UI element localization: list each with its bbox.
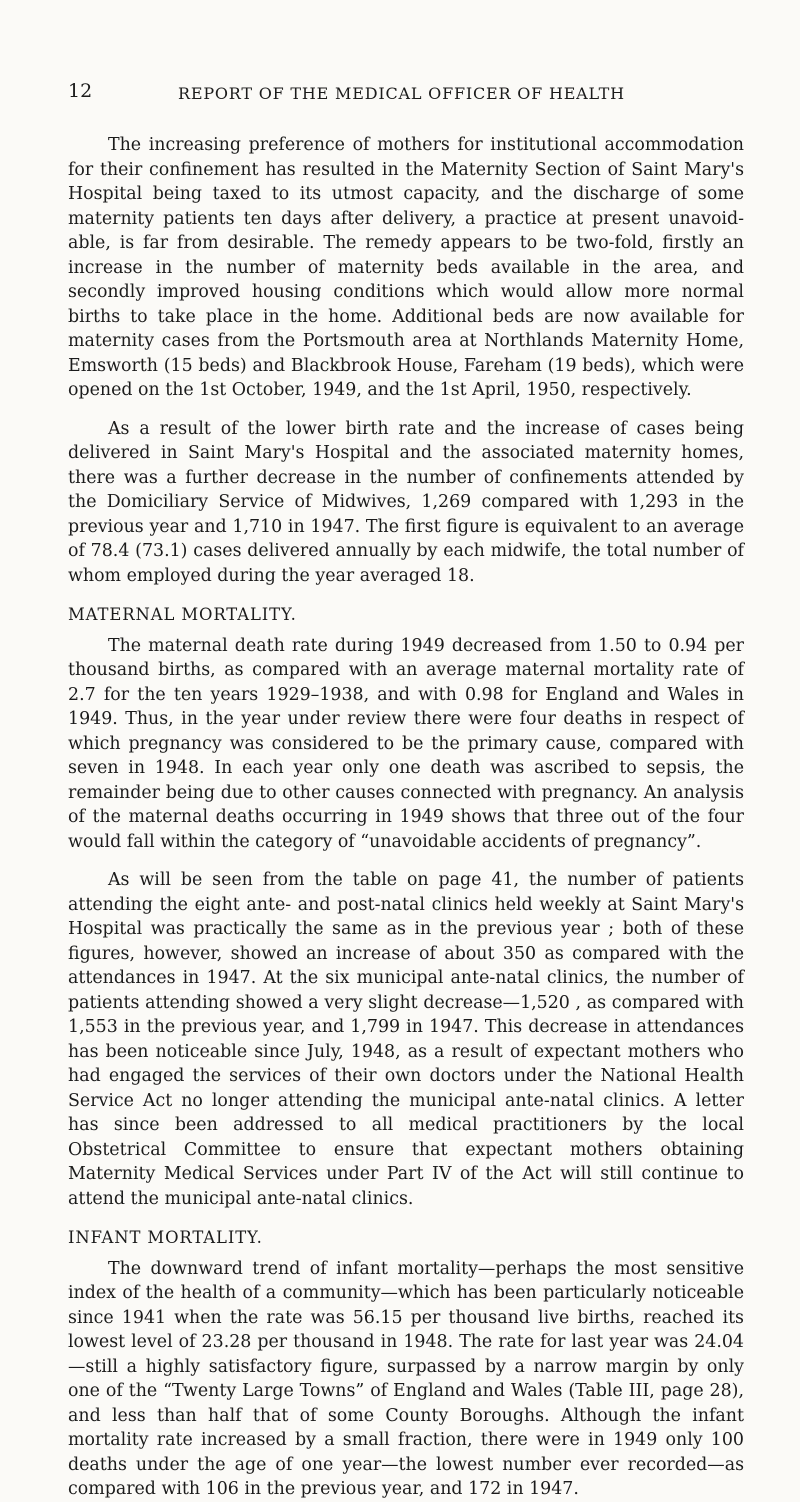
paragraph-ante-natal-clinics: As will be seen from the table on page 41, the number of patients attending the eight ante- and post-natal clinics held weekly at Saint Mary's Hospital was practically the same as in the previous year ; both of these figures, however, showed an increase of about 350 as compared with the attendances in 1947. At the six municipal ante-natal clinics, the number of patients attending showed a very slight decrease—1,520 , as compared with 1,553 in the previous year, and 1,799 in 1947. This decrease in attendances has been noticeable since July, 1948, as a result of expectant mothers who had engaged the services of their own doctors under the National Health Service Act no longer attending the municipal ante-natal clinics. A letter has since been addressed to all medical practitioners by the local Obstetrical Committee to ensure that expectant mothers obtaining Maternity Medical Services under Part IV of the Act will still continue to attend the municipal ante-natal clinics. <box>68 870 744 1209</box>
page-header-title: REPORT OF THE MEDICAL OFFICER OF HEALTH <box>178 84 625 103</box>
paragraph-maternal-death-rate: The maternal death rate during 1949 decreased from 1.50 to 0.94 per thousand births, as compared with an average maternal mortality rate of 2.7 for the ten years 1929–1938, and with 0.98 for England and Wales in 1949. Thus, in the year under review there were four deaths in respect of which pregnancy was considered to be the primary cause, compared with seven in 1948. In each year only one death was ascribed to sepsis, the remainder being due to other causes connected with pregnancy. An analysis of the maternal deaths occurring in 1949 shows that three out of the four would fall within the category of “unavoidable accidents of pregnancy”. <box>68 635 744 852</box>
section-heading-infant-mortality: INFANT MORTALITY. <box>68 1228 263 1247</box>
page-number: 12 <box>68 80 93 102</box>
paragraph-maternity-accommodation: The increasing preference of mothers for institutional accommodation for their confinement has resulted in the Maternity Section of Saint Mary's Hospital being taxed to its utmost capacity, and the discharge of some maternity patients ten days after delivery, a practice at present unavoid-able, is far from desirable. The remedy appears to be two-fold, firstly an increase in the number of maternity beds available in the area, and secondly improved housing conditions which would allow more normal births to take place in the home. Additional beds are now available for maternity cases from the Portsmouth area at Northlands Maternity Home, Emsworth (15 beds) and Blackbrook House, Fareham (19 beds), which were opened on the 1st October, 1949, and the 1st April, 1950, respectively. <box>68 135 744 400</box>
paragraph-infant-mortality: The downward trend of infant mortality—perhaps the most sensitive index of the health of a community—which has been particularly noticeable since 1941 when the rate was 56.15 per thousand live births, reached its lowest level of 23.28 per thousand in 1948. The rate for last year was 24.04 —still a highly satisfactory figure, surpassed by a narrow margin by only one of the “Twenty Large Towns” of England and Wales (Table III, page 28), and less than half that of some County Boroughs. Although the infant mortality rate increased by a small fraction, there were in 1949 only 100 deaths under the age of one year—the lowest number ever recorded—as compared with 106 in the previous year, and 172 in 1947. <box>68 1258 744 1499</box>
report-body <box>68 133 744 1502</box>
paragraph-domiciliary-midwives: As a result of the lower birth rate and the increase of cases being delivered in Saint Mary's Hospital and the associated maternity homes, there was a further decrease in the number of confinements attended by the Domiciliary Service of Midwives, 1,269 compared with 1,293 in the previous year and 1,710 in 1947. The first figure is equivalent to an average of 78.4 (73.1) cases delivered annually by each midwife, the total number of whom employed during the year averaged 18. <box>68 418 744 586</box>
section-heading-maternal-mortality: MATERNAL MORTALITY. <box>68 605 297 624</box>
